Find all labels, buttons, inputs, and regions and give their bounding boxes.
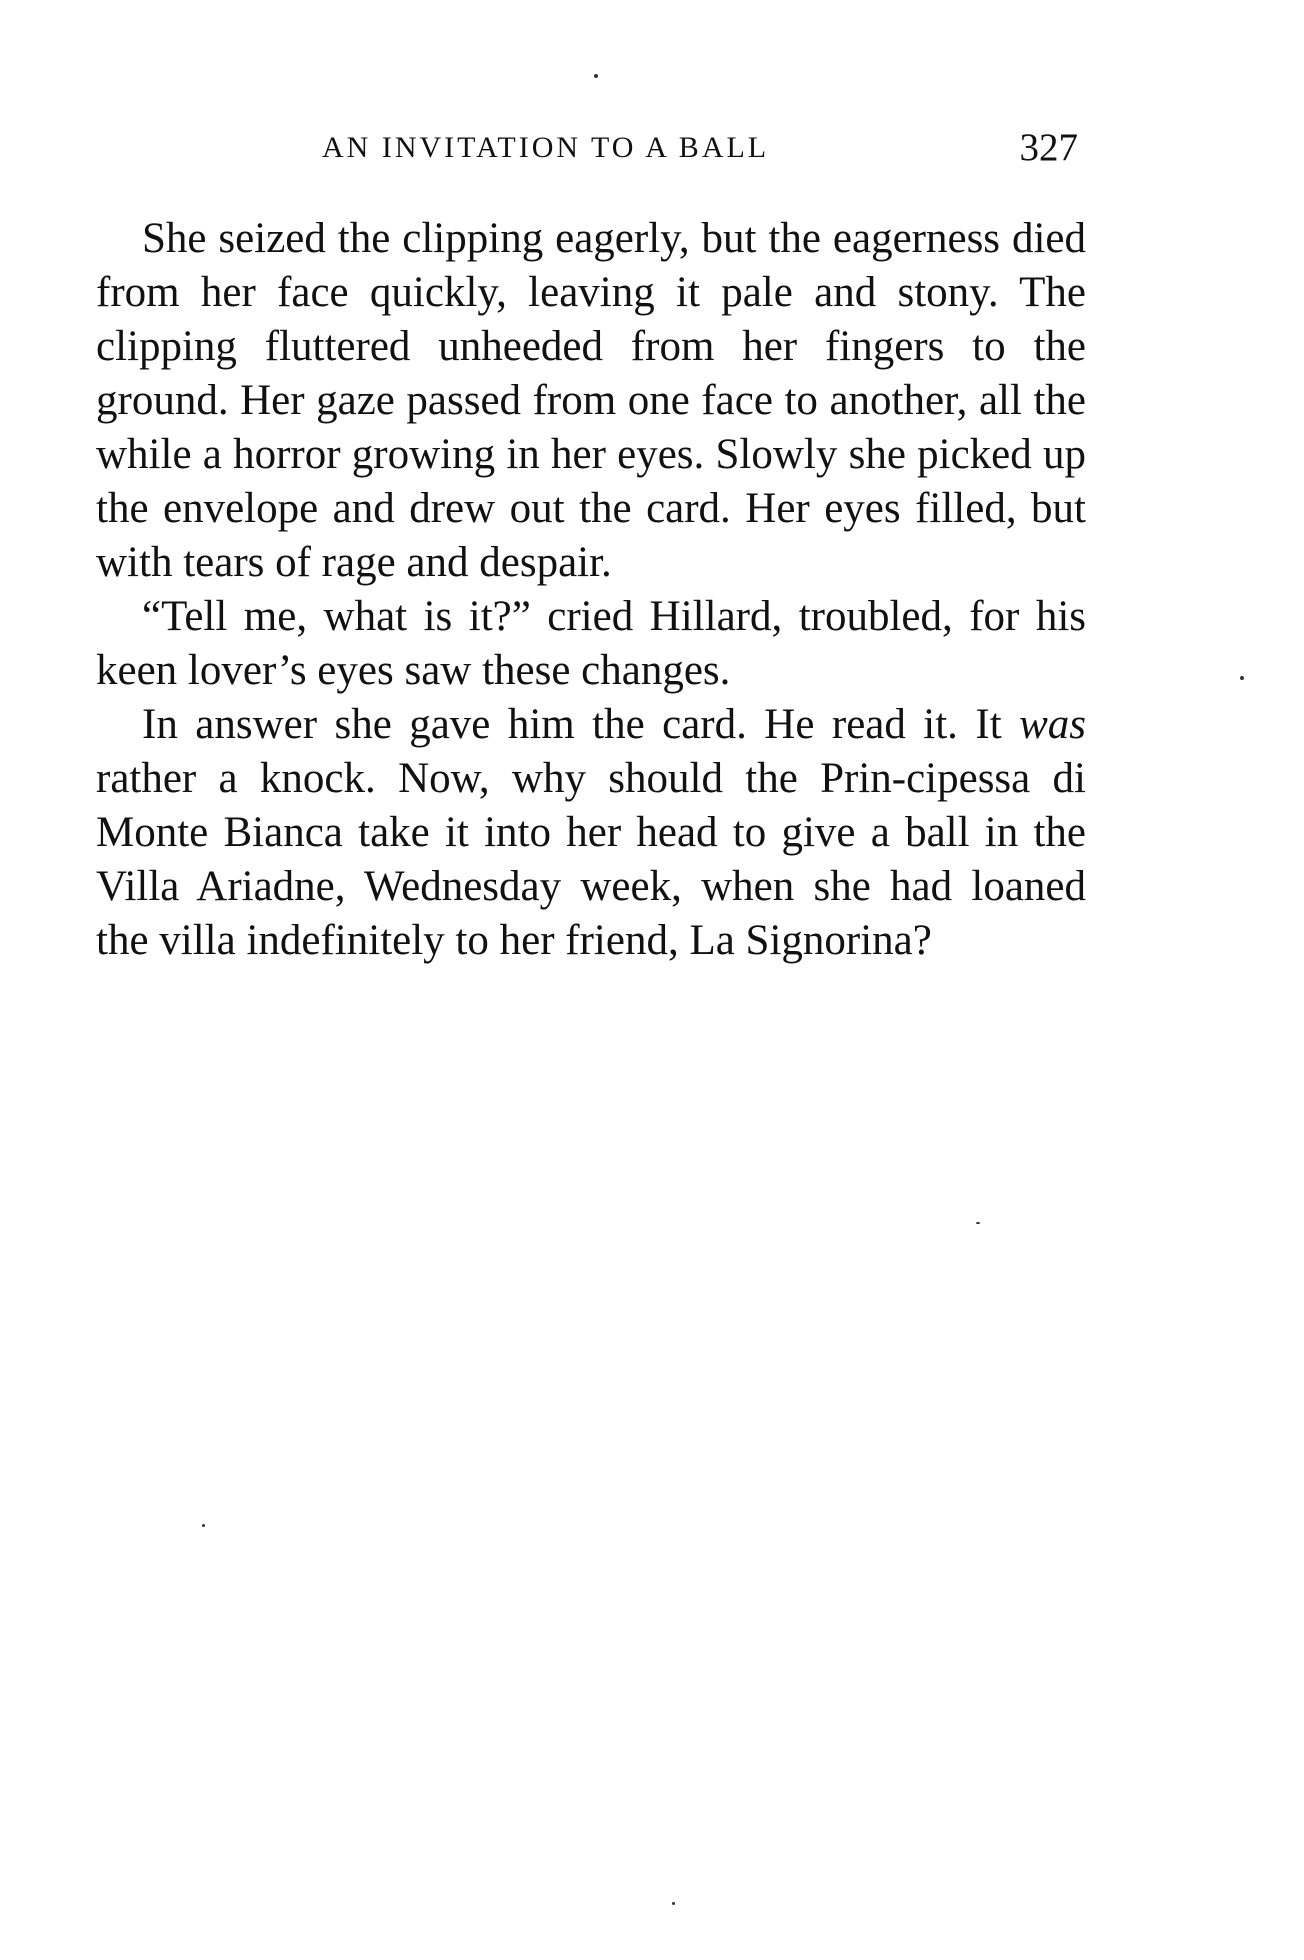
page-number: 327 xyxy=(1019,126,1078,169)
paragraph-2: “Tell me, what is it?” cried Hillard, troubled, for his keen lover’s eyes saw these changes. xyxy=(96,593,1086,694)
scan-speck xyxy=(1240,676,1244,680)
scan-speck xyxy=(202,1524,205,1527)
paragraph-3-after: rather a knock. Now, why should the Prin-cipessa di Monte Bianca take it into her head to give a ball in the Villa Ariadne, Wednesday week, when she had loaned the villa indefinitely to her friend, La Signorina? xyxy=(96,755,1086,964)
running-title: AN INVITATION TO A BALL xyxy=(322,131,770,164)
paragraph-3 xyxy=(96,698,1086,968)
paragraph-3-before: In answer she gave him the card. He read it. It xyxy=(142,701,1020,748)
paragraph-1: She seized the clipping eagerly, but the eagerness died from her face quickly, leaving it pale and stony. The clipping fluttered unheeded from her fingers to the ground. Her gaze passed from one face to another, all the while a horror growing in her eyes. Slowly she picked up the envelope and drew out the card. Her eyes filled, but with tears of rage and despair. xyxy=(96,215,1086,586)
body-text xyxy=(96,212,1086,968)
running-head xyxy=(96,128,1088,178)
scan-speck xyxy=(594,74,598,78)
scan-speck xyxy=(976,1222,980,1224)
scan-speck xyxy=(672,1902,675,1905)
emphasized-word: was xyxy=(1019,701,1086,748)
